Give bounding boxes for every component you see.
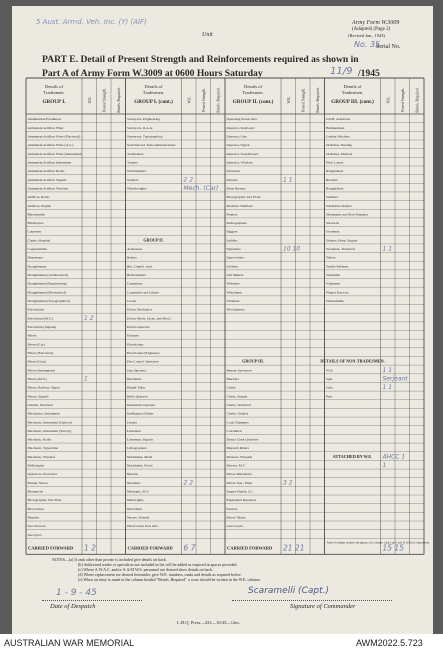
trade-name: Saddletree makers: [326, 203, 352, 208]
trade-name: Drivers, M.T.: [226, 463, 246, 468]
trade-name: Hammermen: [326, 125, 345, 130]
group-header-mid: Tradesmen.: [43, 90, 65, 95]
note-b: (b) Authorised trades or specialists not included in list will be added as required in spaces provided.: [78, 562, 238, 567]
trade-name: Orderlies, Nursing: [326, 143, 353, 148]
trade-name: Winchmen: [226, 290, 242, 295]
trade-name: Wireman: [226, 299, 240, 304]
trade-name: Electricians: [27, 307, 45, 312]
trade-name: Sign-writers: [226, 255, 244, 260]
printer-line: L.H.Q. Press—433—10/43—12m.: [177, 620, 240, 625]
trade-name: Mechanic, Typewriter: [27, 446, 59, 451]
trade-name: Motormen: [127, 506, 142, 511]
trade-name: Draughtsmen (Topographical): [27, 299, 70, 304]
trade-name: Surveyors, R.A.A.: [127, 125, 153, 130]
trade-name: Switchboard, Telecommunications: [127, 143, 176, 148]
group-header-title: GROUP I.: [42, 99, 66, 105]
group-header-top: Details of: [343, 84, 362, 89]
trade-name: O.P.H. Assistants: [326, 117, 351, 122]
trade-name: Ptes.: [326, 394, 333, 399]
trade-name: Driver-Operator: [127, 325, 150, 329]
trade-name: Saddler: [226, 238, 238, 243]
signature-label: Signature of Commander: [290, 603, 356, 610]
trade-name: Signallers: [226, 247, 241, 252]
trade-name: Opticians: [226, 169, 240, 174]
trade-name: Saddlers: [326, 195, 339, 200]
trade-name: Plate Layers: [326, 160, 344, 165]
trade-name: Clerks: [226, 385, 236, 390]
trade-name: Soldiers: [226, 264, 238, 269]
trade-name: Electrician (M.V.): [27, 316, 53, 321]
trade-name: Joiners: [127, 420, 137, 425]
form-grid: [12, 6, 433, 634]
sub-header: Reinfs. Required.: [415, 87, 420, 113]
carried-forward-label: CARRIED FORWARD: [28, 545, 74, 551]
trade-name: Draughtsmen: [27, 264, 47, 269]
carried-forward-total: 21 21: [283, 543, 305, 553]
trade-name: Draughtsmen (Engineering): [27, 281, 67, 286]
trade-name: Electricians (Engineer): [127, 350, 160, 355]
archive-name: AUSTRALIAN WAR MEMORIAL: [4, 638, 135, 648]
trade-name: Pharmacist: [27, 489, 44, 494]
trade-name: Bricklayers: [27, 221, 44, 226]
group-header-title: GROUP III. (cont.): [331, 99, 374, 105]
sub-header: Reinfs. Required.: [116, 87, 121, 113]
trade-name: Surveyors: [27, 532, 42, 537]
note-d: (d) Where replacement are desired hereunder, give W.E. numbers, ranks and details as required below.: [78, 572, 242, 577]
archive-reference: AWM2022.5.723: [356, 638, 423, 648]
trade-name: Battery Surveyors: [226, 368, 252, 373]
trade-name: Riggers: [226, 229, 238, 234]
trade-name: Surveyors, Engineering: [127, 117, 161, 122]
trade-name: Fitters (Instrument): [27, 368, 55, 373]
trade-name: Cooks: [127, 299, 136, 304]
trade-name: Cook Trimmers: [226, 420, 249, 425]
trade-name: Armament Artificer Signals: [27, 177, 67, 182]
handwritten-entry: 1 1: [382, 384, 393, 392]
trade-name: Height Taker: [127, 385, 146, 390]
trade-name: Photographer, Dry Plate: [226, 195, 261, 200]
trade-name: Machinists, Wood: [127, 463, 153, 468]
trade-name: Tailors: [326, 255, 336, 260]
handwritten-entry: 3 2: [283, 479, 293, 487]
trade-name: Panel Beaters: [226, 186, 246, 191]
serial-label: Serial No.: [376, 44, 401, 50]
carried-forward-total: 15 15: [382, 543, 404, 553]
carried-forward-label: CARRIED FORWARD: [227, 545, 273, 551]
signature-line: [232, 600, 392, 601]
sub-header: W.E.: [87, 96, 92, 104]
trade-name: Millwrights: [27, 463, 45, 468]
note-c: (c) Where A.W.A.C. and/or A.A.M.W.S. personnel are desired show details on back.: [78, 567, 214, 572]
trade-name: Blacksmiths: [27, 212, 45, 217]
sub-header: Posted Strength.: [400, 88, 405, 112]
trade-name: Armament Artificer Instrument: [27, 160, 72, 165]
carried-forward-label: CARRIED FORWARD: [127, 545, 173, 551]
handwritten-entry: 1 1: [382, 366, 393, 374]
despatch-date-line: [42, 600, 142, 601]
despatch-date-label: Date of Despatch: [50, 603, 96, 610]
totals-caption: Totals of columns carried to the approp. cols. columns 1 and 2 and 1 and 10 of Part A, respectively.: [326, 541, 430, 545]
trade-name: Bty. Comd's. Asst.: [127, 264, 153, 269]
trade-name: Lithographers: [127, 446, 147, 451]
trade-name: Surveyors, Topographical: [127, 134, 164, 139]
carried-forward-total: 6 7: [183, 543, 196, 553]
trade-name: Fitters, Railway Signal: [27, 385, 60, 390]
trade-name: Dressers, Hospital: [226, 454, 253, 459]
trade-name: Mechanic, Wireless: [27, 454, 56, 459]
trade-name: Valuemen: [326, 281, 340, 286]
trade-name: Mechanics, Instrument: [27, 411, 60, 416]
trade-name: Farriers: [226, 506, 238, 511]
trade-name: Gun Layers: [226, 524, 243, 529]
trade-name: Clerks, Technical: [226, 402, 251, 407]
trade-name: Dispensers: [27, 255, 43, 260]
trade-name: Nurses, Trained: [127, 515, 150, 520]
trade-name: Coppersmiths: [27, 247, 47, 252]
year-printed: /1945: [358, 68, 380, 79]
serial-handwritten: No. 35: [354, 40, 381, 49]
trade-name: Fire Control Operators: [127, 359, 159, 364]
archive-footer: [0, 634, 443, 653]
trade-name: Clerks, Hospital: [27, 238, 51, 243]
trade-name: Wheelwrights: [127, 186, 147, 191]
trade-name: Gun Operator: [127, 368, 147, 373]
trade-name: Predictor Numbers: [226, 203, 254, 208]
trade-name: Painters: [226, 177, 238, 182]
trade-name: Storemen: [326, 229, 340, 234]
trade-name: Fitters (Gun): [27, 359, 46, 364]
sub-header: Posted Strength.: [102, 88, 107, 112]
trade-name: Operator, Line: [226, 134, 247, 139]
trade-name: DETAILS OF NON-TRADESMEN.: [320, 358, 385, 364]
trade-name: Helio Operator: [127, 394, 149, 399]
trade-name: Butchers: [226, 376, 239, 381]
trade-name: Armament Artificer Fitter: [27, 125, 64, 130]
trade-name: Photowriter: [27, 506, 45, 511]
trade-name: Operating Room Arts.: [226, 117, 258, 122]
part-heading-line2: Part A of Army Form W.3009 at 0600 Hours Saturday: [42, 68, 263, 79]
group-header-mid: Tradesmen.: [242, 90, 264, 95]
trade-name: Ammunition Examiners: [27, 117, 62, 122]
unit-label: Unit: [202, 32, 213, 38]
trade-name: Wagon Erectors: [326, 290, 349, 295]
trade-name: Orderlies, Medical: [326, 151, 353, 156]
trade-name: Armament Artificer Fitter (Instrument): [27, 151, 83, 156]
trade-name: Clerks, Orderly: [226, 411, 249, 416]
trade-name: Machinists, Metal: [127, 454, 153, 459]
trade-name: GROUP III.: [242, 358, 264, 364]
trade-name: Plumber: [27, 515, 40, 520]
note-e: (e) When an entry is made in the column headed "Reinfs. Required" a cross should be written in the W.E. column.: [78, 577, 261, 582]
handwritten-entry: 1 1: [382, 245, 393, 253]
trade-name: Armament Artificer Fitter (Electrical): [27, 134, 81, 139]
trade-name: Driver Tptr., Plant: [226, 480, 253, 485]
trade-name: Carpenter: [27, 229, 42, 234]
trade-name: Carpenters: [127, 281, 143, 286]
trade-name: Linesman: [127, 428, 141, 433]
trade-name: Fitters (Electrical): [27, 350, 54, 355]
trade-name: Armament Artificer Fitter (A.C.): [27, 143, 74, 148]
form-page: [12, 6, 433, 634]
trade-name: Mechanic, Instrument (Survey): [27, 428, 72, 433]
trade-name: Driver Mechanics: [127, 307, 153, 312]
trade-name: Mechanic, Instrument (Optical): [27, 420, 72, 425]
trade-name: Wheelers: [226, 281, 240, 286]
sub-header: Reinfs. Required.: [315, 87, 320, 113]
group-header-top: Details of: [144, 84, 163, 89]
trade-name: Armourers: [127, 247, 143, 252]
note-a: NOTES—(a) If rank other than private is included give details on back.: [52, 557, 167, 562]
sub-header: Posted Strength.: [201, 88, 206, 112]
trade-name: Toolmakers: [127, 151, 144, 156]
sub-header: W.E.: [386, 96, 391, 104]
trade-name: GROUP II.: [143, 237, 164, 243]
trade-name: Painter, Motor: [27, 480, 48, 485]
trade-name: Cpls.: [326, 385, 334, 390]
trade-name: Masons: [127, 472, 138, 477]
trade-name: Electricians: [127, 342, 144, 347]
trade-name: Operators, Excavator: [27, 472, 58, 477]
trade-name: Riveters: [326, 177, 338, 182]
trade-name: Drainers: [127, 333, 140, 338]
trade-name: Fitters (Car): [27, 342, 45, 347]
handwritten-entry: Mech. (Car): [183, 184, 219, 192]
trade-name: Engine Hands, I.C.: [226, 489, 254, 494]
trade-name: Turners: [127, 160, 138, 165]
trade-name: Stewards: [326, 221, 339, 226]
handwritten-entry: 1 2: [84, 314, 94, 322]
trade-name: Fitters: [27, 333, 37, 338]
trade-name: Fitters (M.V.): [27, 376, 47, 381]
form-revised: (Revised Jan., 1943): [348, 33, 385, 38]
trade-name: Photographer, Wet Plate: [27, 498, 62, 503]
trade-name: Moulders: [127, 480, 141, 485]
trade-name: Stokers, Hosp. Engine: [326, 238, 358, 243]
trade-name: Armament Artificer Radio: [27, 169, 65, 174]
part-heading-line1: PART E. Detail of Present Strength and Reinforcements required as shown in: [42, 54, 359, 65]
trade-name: Artificer, Engine: [27, 203, 52, 208]
form-adapted: (Adapted) (Page 2): [352, 27, 391, 32]
trade-name: Mechanic, M.T.: [127, 489, 150, 494]
group-header-title: GROUP II. (cont.): [232, 99, 274, 105]
trade-name: Rangetakers: [326, 169, 344, 174]
trade-name: Watchmakers: [127, 169, 146, 174]
trade-name: W.O.: [326, 368, 334, 373]
trade-name: Carpenters and Joiners: [127, 290, 159, 295]
trade-name: Draughtsmen (Mechanical): [27, 290, 66, 295]
trade-name: Instrument Operator: [127, 402, 156, 407]
unit-handwritten: 5 Aust. Armd. Veh. Inc. (Y) (AIF): [36, 18, 147, 26]
trade-name: Draughtsmen (Architectural): [27, 273, 69, 278]
trade-name: Operator, Wireless: [226, 160, 253, 165]
trade-name: Armament Artificer Wireless: [27, 186, 69, 191]
trade-name: Operator, Keyboard: [226, 125, 255, 130]
handwritten-entry: 10 10: [283, 245, 301, 253]
handwritten-entry: 2 2: [183, 176, 194, 184]
trade-name: Intelligence Duties: [127, 411, 154, 416]
trade-name: Sgts.: [326, 376, 333, 381]
trade-name: Storemen, Technical: [326, 247, 355, 252]
despatch-date-handwritten: 1 - 9 - 45: [56, 588, 97, 598]
trade-name: Driver-Mech. (Arm. and Med.): [127, 316, 171, 321]
group-header-title: GROUP I. (cont.): [134, 99, 173, 105]
trade-name: Millwrights: [127, 498, 144, 503]
trade-name: Welders: [127, 177, 139, 182]
trade-name: Printers: [226, 212, 238, 217]
trade-name: Mechanic, Radio: [27, 437, 52, 442]
trade-name: Textile Refiners: [326, 264, 349, 269]
sub-header: Reinfs. Required.: [216, 87, 221, 113]
trade-name: Grinder, Precision: [27, 402, 54, 407]
handwritten-entry: 1: [382, 462, 387, 470]
group-header-top: Details of: [244, 84, 262, 89]
handwritten-entry: AHCC 1: [382, 453, 406, 461]
trade-name: Roughriders: [326, 186, 344, 191]
group-header-mid: Tradesmen.: [341, 90, 364, 95]
sub-header: Posted Strength.: [301, 88, 306, 112]
trade-name: Fitters' Mates: [226, 515, 246, 520]
trade-name: Clerks, Supply: [226, 394, 248, 399]
sub-header: W.E.: [187, 96, 192, 104]
trade-name: Boilermakers: [127, 273, 146, 278]
trade-name: Bakers: [127, 255, 137, 260]
trade-name: Sail Makers: [226, 273, 244, 278]
handwritten-entry: 2 2: [183, 479, 194, 487]
sub-header: W.E.: [286, 96, 291, 104]
trade-name: Shoemaker and Boot Repairer: [326, 212, 369, 217]
carried-forward-total: 1 2: [84, 543, 96, 553]
trade-name: Leather Stitchers: [326, 134, 350, 139]
trade-name: Equipment Repairers: [226, 498, 257, 503]
trade-name: Observation Post Arts.: [127, 524, 159, 529]
trade-name: Dispatch Riders: [226, 446, 249, 451]
trade-name: ATTACHED BY W.E.: [332, 453, 373, 459]
trade-name: Operator, Signal: [226, 143, 250, 148]
handwritten-entry: Serjeant: [382, 375, 408, 383]
date-handwritten: 11/9: [330, 66, 353, 77]
trade-name: Hatchmen: [127, 376, 142, 381]
trade-name: Dental Clerk Orderlies: [226, 437, 259, 442]
trade-name: Coachmen: [226, 428, 242, 433]
trade-name: Operator, Switchboard: [226, 151, 259, 156]
group-header-mid: Tradesmen.: [142, 90, 165, 95]
form-number: Army Form W.3009: [352, 20, 400, 26]
handwritten-entry: 1 1: [283, 176, 293, 184]
trade-name: Artificer, Radio: [27, 195, 50, 200]
trade-name: Tinsmiths: [326, 273, 340, 278]
group-header-top: Details of: [45, 84, 63, 89]
trade-name: Driver-Mechanics: [226, 472, 252, 477]
trade-name: Radiographers: [226, 221, 247, 226]
commander-signature: Scaramelli (Capt.): [248, 586, 329, 596]
handwritten-entry: 1: [84, 375, 88, 383]
trade-name: Linesman, Signals: [127, 437, 153, 442]
trade-name: Fitters, Signals: [27, 394, 49, 399]
trade-name: Electrician (Signals): [27, 325, 57, 329]
trade-name: Saw Doctors: [27, 524, 46, 529]
trade-name: Whitesmiths: [326, 299, 344, 304]
trade-name: Woodturners: [226, 307, 245, 312]
